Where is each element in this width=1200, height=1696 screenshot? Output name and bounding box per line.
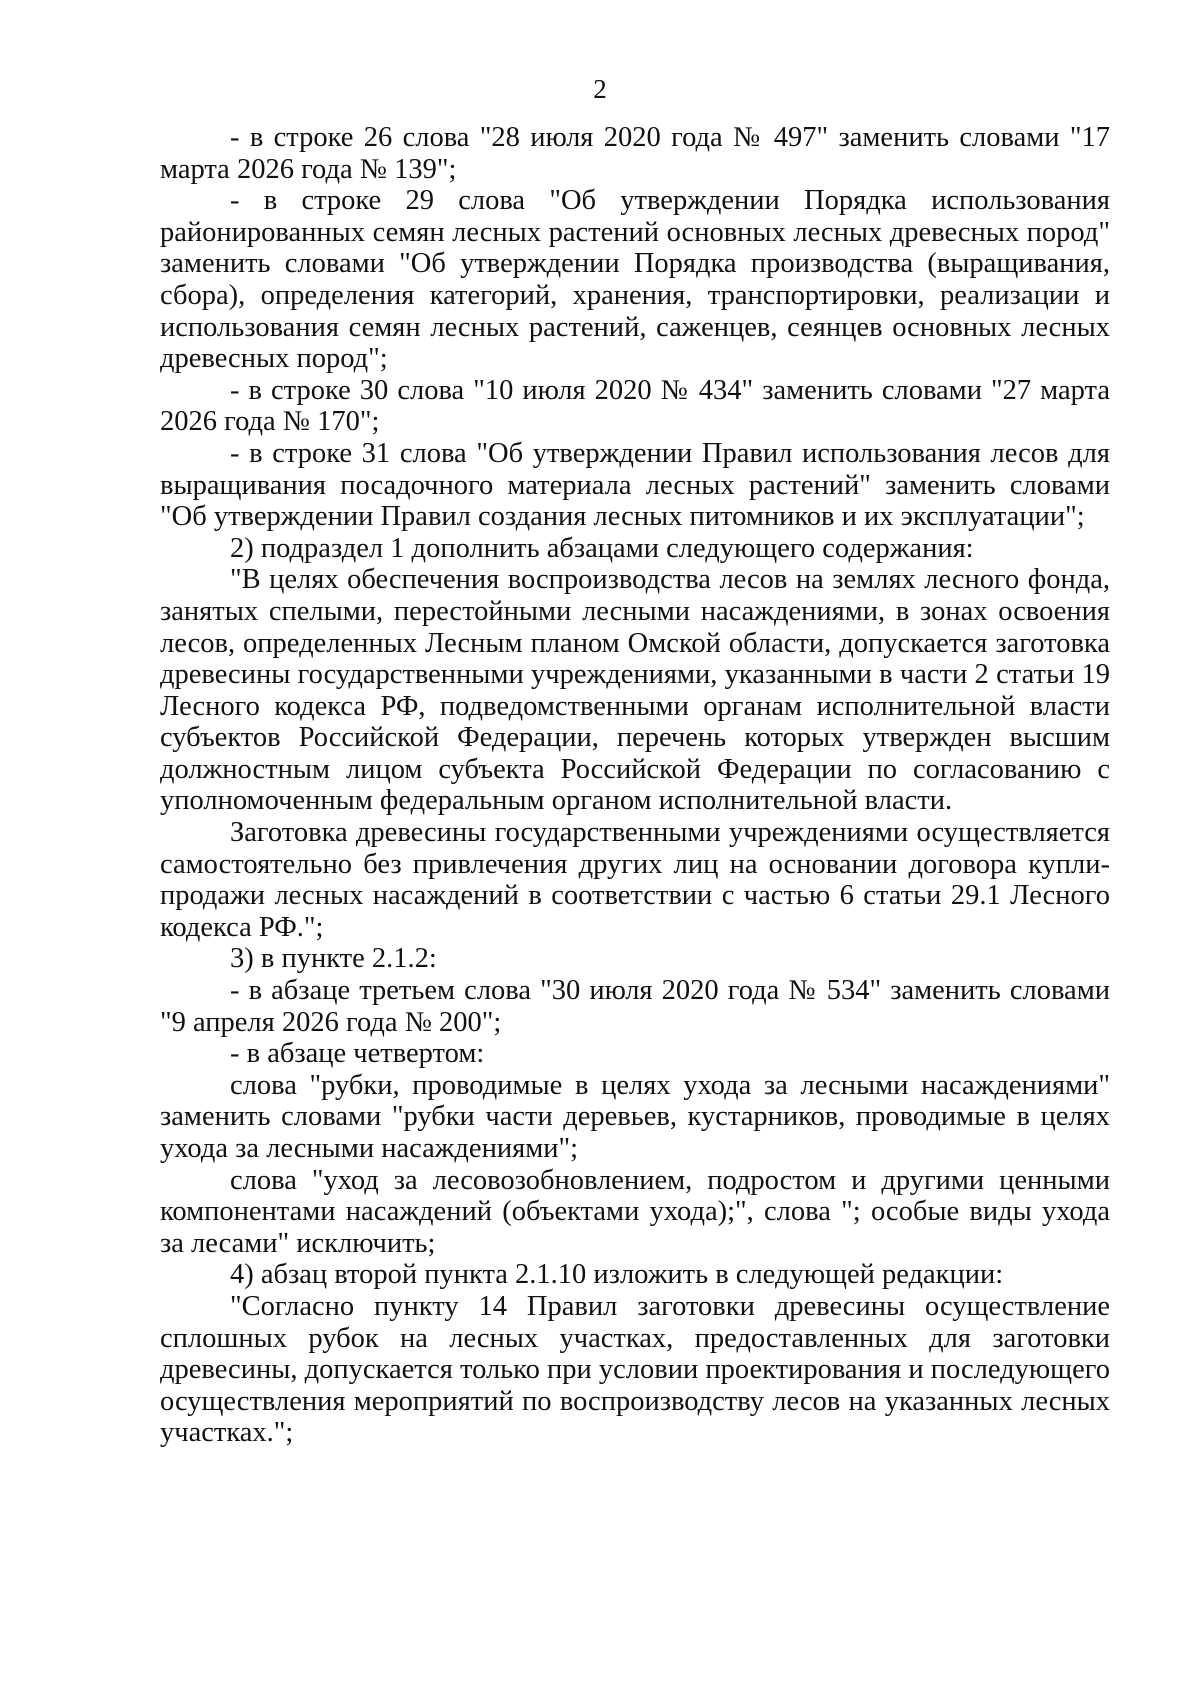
paragraph: - в строке 26 слова "28 июля 2020 года № 497" заменить словами "17 марта 2026 года № 139"; — [160, 122, 1110, 185]
paragraph: "В целях обеспечения воспроизводства лесов на землях лесного фонда, занятых спелыми, перестойными лесными насаждениями, в зонах освоения лесов, определенных Лесным планом Омской области, допускается заготовка древесины государственными учреждениями, указанными в части 2 статьи 19 Лесного кодекса РФ, подведомственными органам исполнительной власти субъектов Российской Федерации, перечень которых утвержден высшим должностным лицом субъекта Российской Федерации по согласованию с уполномоченным федеральным органом исполнительной власти. — [160, 564, 1110, 817]
paragraph: - в строке 30 слова "10 июля 2020 № 434" заменить словами "27 марта 2026 года № 170"; — [160, 374, 1110, 438]
paragraph: 4) абзац второй пункта 2.1.10 изложить в следующей редакции: — [230, 1259, 1004, 1291]
paragraph: 2) подраздел 1 дополнить абзацами следующего содержания: — [230, 532, 974, 564]
document-body — [160, 122, 1110, 1449]
paragraph: - в абзаце третьем слова "30 июля 2020 года № 534" заменить словами "9 апреля 2026 года № 200"; — [160, 975, 1110, 1038]
paragraph: "Согласно пункту 14 Правил заготовки древесины осуществление сплошных рубок на лесных участках, предоставленных для заготовки древесины, допускается только при условии проектирования и последующего осуществления мероприятий по воспроизводству лесов на указанных лесных участках."; — [160, 1290, 1110, 1449]
paragraph: - в строке 31 слова "Об утверждении Правил использования лесов для выращивания посадочного материала лесных растений" заменить словами "Об утверждении Правил создания лесных питомников и их эксплуатации"; — [160, 437, 1110, 533]
paragraph: 3) в пункте 2.1.2: — [230, 943, 437, 975]
page-number: 2 — [593, 74, 607, 104]
paragraph: - в абзаце четвертом: — [230, 1038, 485, 1070]
paragraph: - в строке 29 слова "Об утверждении Порядка использования районированных семян лесных растений основных лесных древесных пород" заменить словами "Об утверждении Порядка производства (выращивания, сбора), определения категорий, хранения, транспортировки, реализации и использования семян лесных растений, саженцев, сеянцев основных лесных древесных пород"; — [160, 185, 1110, 375]
paragraph: слова "рубки, проводимые в целях ухода за лесными насаждениями" заменить словами "рубки части деревьев, кустарников, проводимые в целях ухода за лесными насаждениями"; — [160, 1069, 1110, 1164]
paragraph: слова "уход за лесовозобновлением, подростом и другими ценными компонентами насаждений (объектами ухода);", слова "; особые виды ухода за лесами" исключить; — [160, 1164, 1110, 1259]
paragraph: Заготовка древесины государственными учреждениями осуществляется самостоятельно без привлечения других лиц на основании договора купли-продажи лесных насаждений в соответствии с частью 6 статьи 29.1 Лесного кодекса РФ."; — [160, 817, 1110, 943]
